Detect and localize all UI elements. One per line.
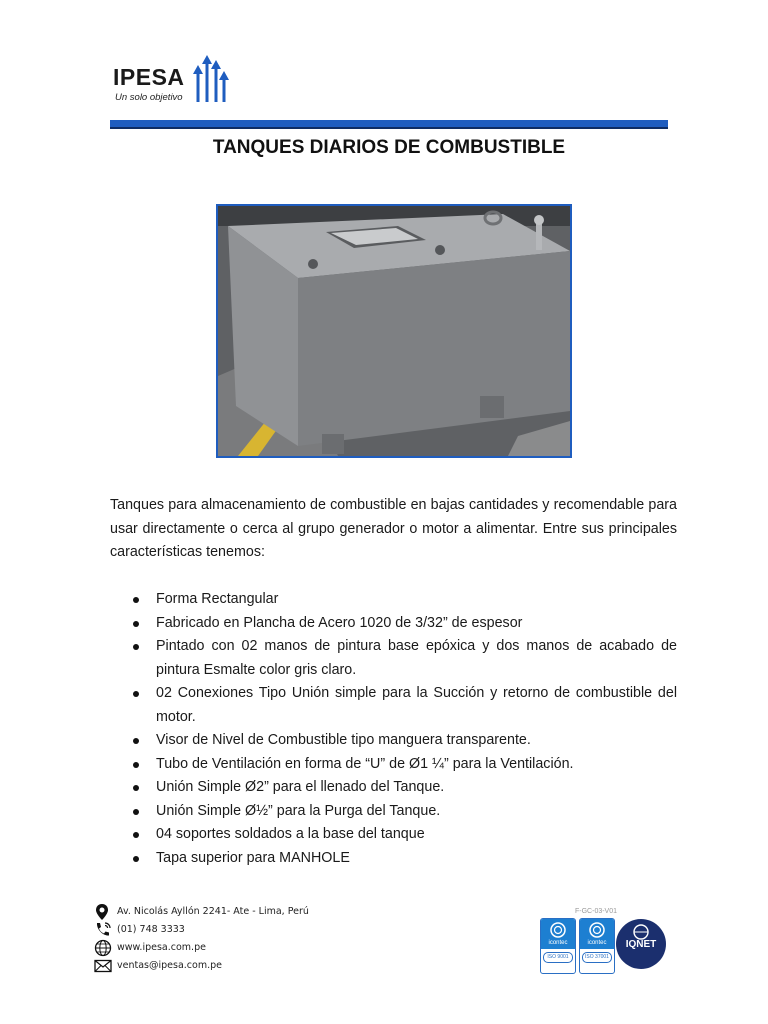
features-list: [110, 588, 677, 870]
envelope-icon: [93, 957, 113, 975]
feature-item: Forma Rectangular: [110, 588, 677, 612]
cert-standard: ISO 9001: [543, 952, 573, 963]
feature-item: 04 soportes soldados a la base del tanque: [110, 823, 677, 847]
email-text[interactable]: ventas@ipesa.com.pe: [117, 960, 222, 971]
icontec-logo-icon: [541, 919, 575, 941]
icontec-logo-icon: [580, 919, 614, 941]
page-title: TANQUES DIARIOS DE COMBUSTIBLE: [212, 137, 566, 158]
feature-item: Unión Simple Ø2” para el llenado del Tanque.: [110, 776, 677, 800]
logo-tagline: Un solo objetivo: [115, 92, 183, 103]
address-row: [93, 903, 353, 921]
footer-contact: [93, 903, 353, 975]
phone-text: (01) 748 3333: [117, 924, 185, 935]
tank-illustration: [218, 206, 570, 456]
cert-standard: ISO 37001: [582, 952, 612, 963]
phone-row: [93, 921, 353, 939]
location-pin-icon: [93, 903, 113, 921]
intro-paragraph: Tanques para almacenamiento de combustible en bajas cantidades y recomendable para usar directamente o cerca al grupo generador o motor a alimentar. Entre sus principales características tenemos:: [110, 497, 677, 560]
feature-item: 02 Conexiones Tipo Unión simple para la Succión y retorno de combustible del motor.: [110, 682, 677, 729]
phone-icon: [93, 921, 113, 939]
feature-item: Tapa superior para MANHOLE: [110, 847, 677, 871]
ipesa-logo: [110, 50, 240, 110]
header-rule-shadow: [110, 127, 668, 129]
cert-brand: icontec: [548, 940, 568, 946]
iqnet-badge: [616, 919, 666, 969]
address-text: Av. Nicolás Ayllón 2241- Ate - Lima, Perú: [117, 906, 309, 917]
iqnet-logo-icon: [616, 921, 666, 941]
icontec-iso9001-badge: [540, 918, 576, 974]
iqnet-text: IQNET: [625, 939, 657, 950]
cert-brand: icontec: [587, 940, 607, 946]
icontec-iso37001-badge: [579, 918, 615, 974]
website-text[interactable]: www.ipesa.com.pe: [117, 942, 206, 953]
email-row: [93, 957, 353, 975]
logo-text: IPESA: [113, 64, 185, 90]
feature-item: Fabricado en Plancha de Acero 1020 de 3/32” de espesor: [110, 612, 677, 636]
feature-item: Visor de Nivel de Combustible tipo manguera transparente.: [110, 729, 677, 753]
arrows-up-icon: [193, 52, 229, 102]
feature-item: Unión Simple Ø½” para la Purga del Tanque.: [110, 800, 677, 824]
feature-item: Pintado con 02 manos de pintura base epóxica y dos manos de acabado de pintura Esmalte color gris claro.: [110, 635, 677, 682]
website-row: [93, 939, 353, 957]
globe-icon: [93, 939, 113, 957]
tank-photo: [216, 204, 572, 458]
feature-item: Tubo de Ventilación en forma de “U” de Ø1 ¼” para la Ventilación.: [110, 753, 677, 777]
document-code: F-GC-03-V01: [575, 908, 618, 915]
